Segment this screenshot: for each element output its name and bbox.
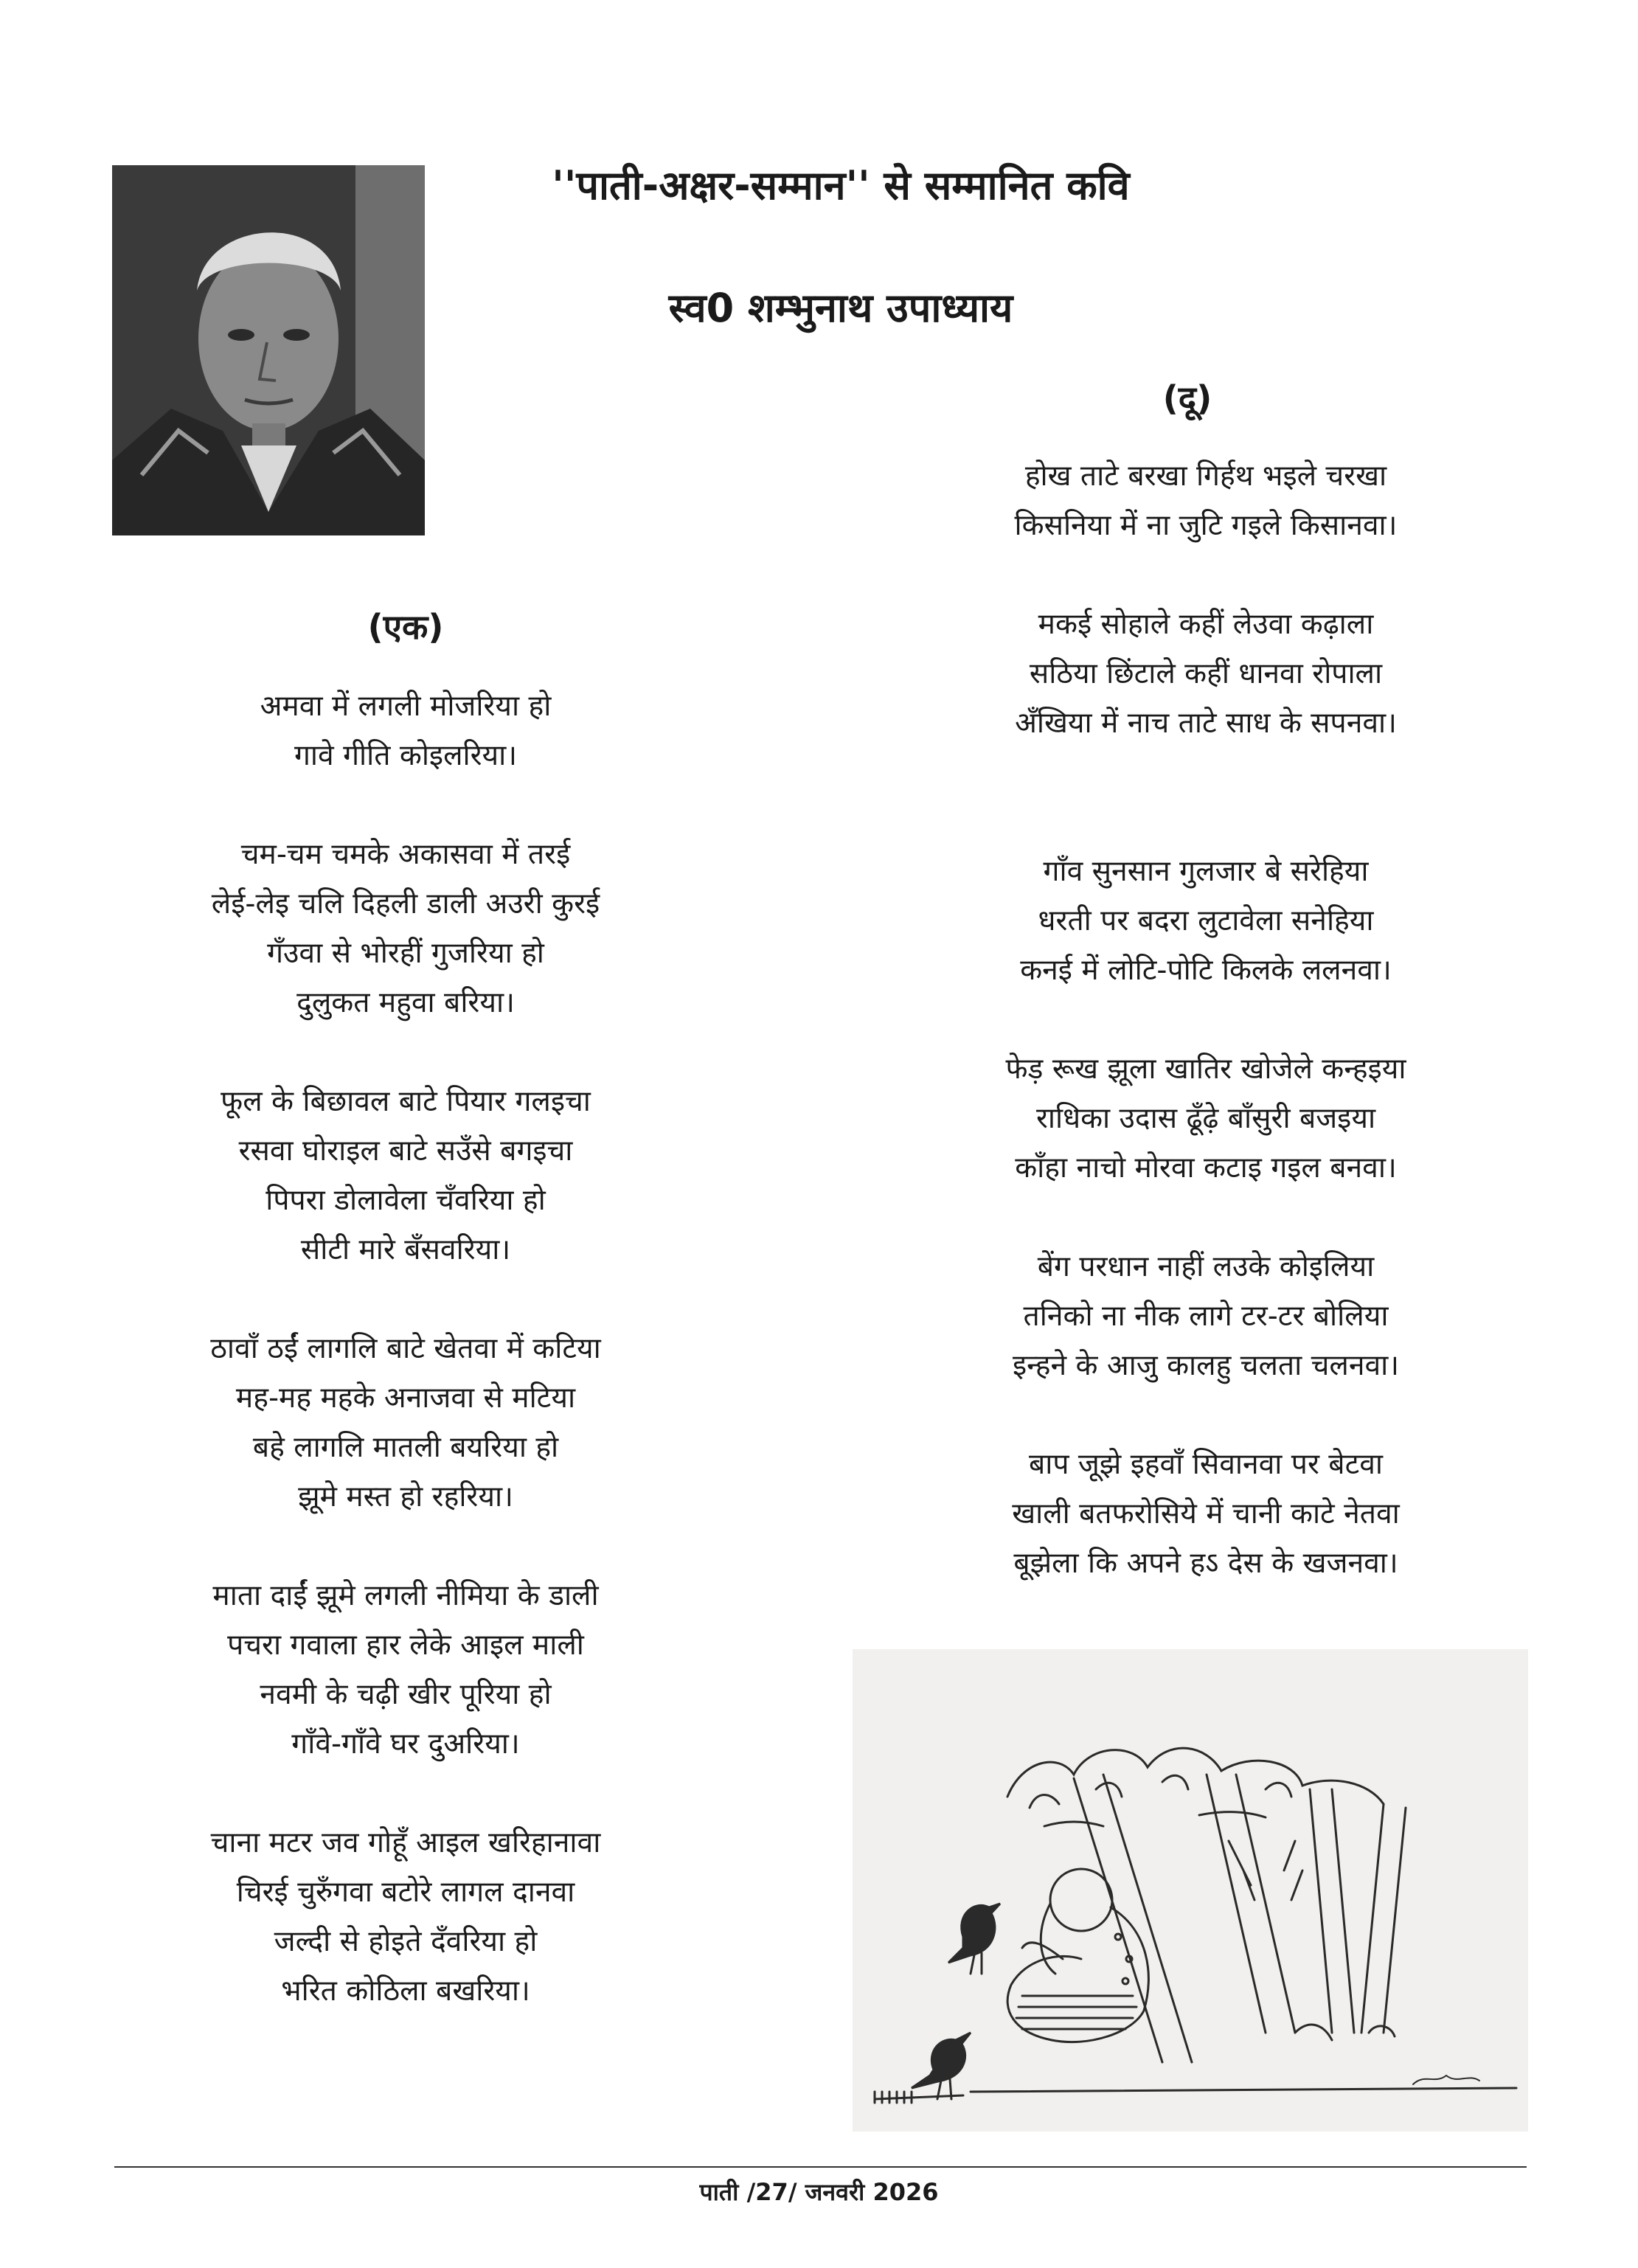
poem-line: दुलुकत महुवा बरिया।	[296, 986, 515, 1019]
poem-line: मकई सोहाले कहीं लेउवा कढ़ाला	[1038, 608, 1374, 641]
poem-line: झूमे मस्त हो रहरिया।	[298, 1480, 513, 1513]
page-title: ''पाती-अक्षर-सम्मान'' से सम्मानित कवि	[552, 162, 1130, 209]
poem-two	[885, 451, 1527, 1637]
poem-line: अँखिया में नाच ताटे साध के सपनवा।	[1015, 707, 1397, 740]
poem-line: फूल के बिछावल बाटे पियार गलइचा	[221, 1085, 591, 1118]
poem-line: भरित कोठिला बखरिया।	[281, 1974, 530, 2008]
poem-line: फेड़ रूख झूला खातिर खोजेले कन्हइया	[1005, 1052, 1406, 1086]
stanza	[89, 830, 723, 1027]
poem-line: गँउवा से भोरहीं गुजरिया हो	[267, 937, 544, 970]
poem-line: चम-चम चमके अकासवा में तरई	[240, 838, 571, 871]
page-footer: पाती /27/ जनवरी 2026	[699, 2178, 939, 2206]
poem-line: जल्दी से होइते दँवरिया हो	[274, 1925, 538, 1958]
poem-line: धरती पर बदरा लुटावेला सनेहिया	[1038, 904, 1374, 937]
poem-line: नवमी के चढ़ी खीर पूरिया हो	[260, 1678, 552, 1711]
stanza	[89, 682, 723, 780]
poem-one-heading: (एक)	[367, 607, 444, 647]
poem-line: लेई-लेइ चलि दिहली डाली अउरी कुरई	[211, 887, 600, 920]
poem-line: पचरा गवाला हार लेके आइल माली	[227, 1629, 584, 1662]
poem-line: ठावाँ ठईं लागलि बाटे खेतवा में कटिया	[210, 1332, 601, 1365]
poem-line: गावे गीति कोइलरिया।	[294, 739, 518, 772]
poem-line: चाना मटर जव गोहूँ आइल खरिहानावा	[210, 1826, 601, 1859]
stanza	[885, 1440, 1527, 1588]
poem-line: बूझेला कि अपने हऽ देस के खजनवा।	[1013, 1547, 1398, 1580]
stanza	[89, 1324, 723, 1522]
poem-line: मह-मह महके अनाजवा से मटिया	[235, 1381, 576, 1415]
stanza	[885, 600, 1527, 748]
poem-line: गाँव सुनसान गुलजार बे सरेहिया	[1043, 855, 1369, 888]
poem-line: बाप जूझे इहवाँ सिवानवा पर बेटवा	[1028, 1448, 1384, 1481]
stanza	[885, 1242, 1527, 1390]
stanza	[89, 1818, 723, 2016]
stanza	[89, 1571, 723, 1769]
poem-line: कनई में लोटि-पोटि किलके ललनवा।	[1020, 954, 1392, 987]
poem-line: बहे लागलि मातली बयरिया हो	[252, 1431, 559, 1464]
poem-line: चिरई चुरुँगवा बटोरे लागल दानवा	[236, 1876, 575, 1909]
stanza	[885, 451, 1527, 550]
poem-line: तनिको ना नीक लागे टर-टर बोलिया	[1023, 1300, 1389, 1333]
poem-line: बेंग परधान नाहीं लउके कोइलिया	[1037, 1250, 1375, 1283]
poem-line: इन्हने के आजु कालहु चलता चलनवा।	[1012, 1349, 1400, 1382]
poem-line: होख ताटे बरखा गिर्हथ भइले चरखा	[1024, 460, 1387, 493]
stanza	[89, 1077, 723, 1275]
poem-line: खाली बतफरोसिये में चानी काटे नेतवा	[1012, 1497, 1400, 1530]
poem-line: अमवा में लगली मोजरिया हो	[260, 690, 552, 723]
poem-line: सीटी मारे बँसवरिया।	[300, 1233, 511, 1266]
stanza	[885, 1044, 1527, 1193]
poem-line: रसवा घोराइल बाटे सउँसे बगइचा	[238, 1134, 573, 1168]
poem-line: माता दाईं झूमे लगली नीमिया के डाली	[212, 1579, 599, 1612]
poem-one	[89, 682, 723, 2065]
poem-line: राधिका उदास ढूँढ़े बाँसुरी बजइया	[1035, 1102, 1376, 1135]
poet-name: स्व0 शम्भुनाथ उपाध्याय	[668, 285, 1013, 331]
stanza	[885, 847, 1527, 995]
poem-two-heading: (दू)	[1162, 378, 1212, 418]
footer-divider	[114, 2166, 1527, 2168]
poem-line: सठिया छिंटाले कहीं धानवा रोपाला	[1029, 657, 1383, 690]
poem-line: गाँवे-गाँवे घर दुअरिया।	[291, 1727, 520, 1761]
pencil-sketch-illustration	[853, 1649, 1528, 2132]
poem-line: काँहा नाचो मोरवा कटाइ गइल बनवा।	[1015, 1151, 1397, 1185]
poet-portrait-photo	[112, 165, 425, 535]
poem-line: किसनिया में ना जुटि गइले किसानवा।	[1014, 509, 1398, 542]
poem-line: पिपरा डोलावेला चँवरिया हो	[266, 1184, 546, 1217]
